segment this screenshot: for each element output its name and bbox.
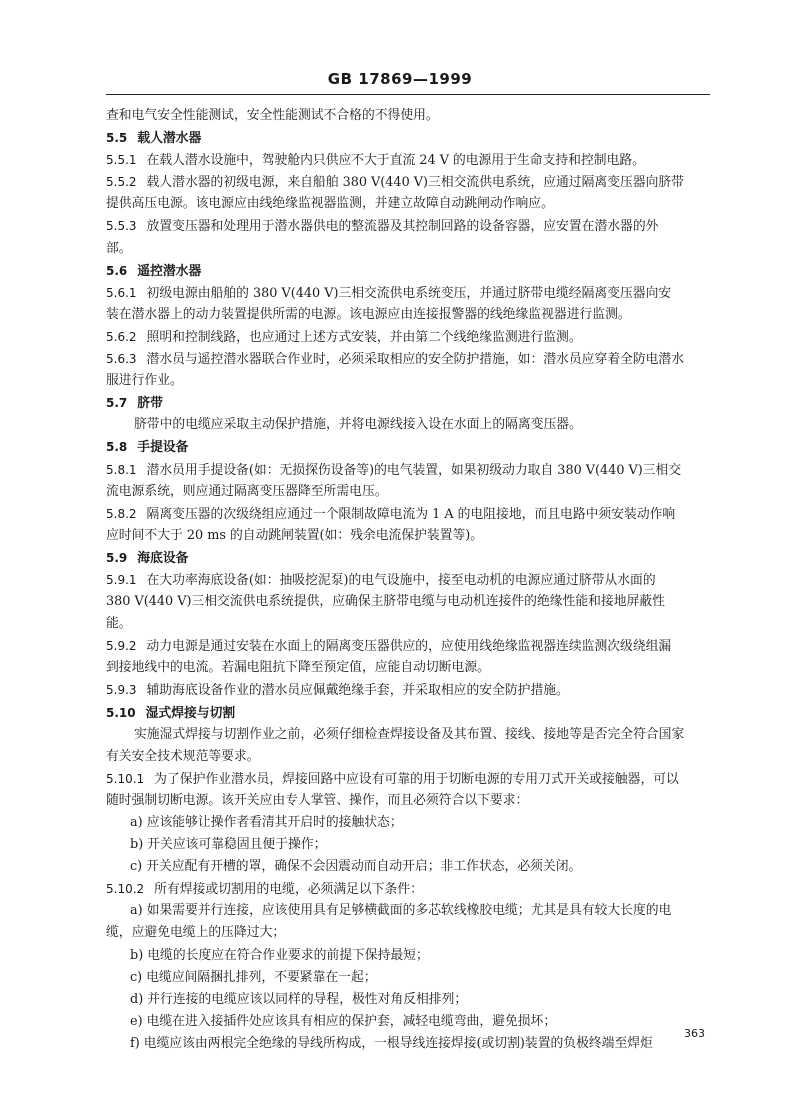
text-line [106, 657, 712, 679]
line-text: 隔离变压器的次级绕组应通过一个限制故障电流为 1 A 的电阻接地，而且电路中须安装动作响 [146, 506, 676, 522]
clause-number: 5.6.1 [106, 285, 137, 300]
line-text: 装在潜水器上的动力装置提供所需的电源。该电源应由连接报警器的线绝缘监视器进行监测。 [106, 306, 631, 322]
clause-number: 5.6.3 [106, 352, 137, 367]
line-text: 到接地线中的电流。若漏电阻抗下降至预定值，应能自动切断电源。 [106, 660, 490, 676]
clause-number: 5.9 [106, 550, 128, 565]
line-text: e) 电缆在进入接插件处应该具有相应的保护套，减轻电缆弯曲，避免损坏； [130, 1013, 557, 1029]
clause-number: 5.8.2 [106, 506, 137, 521]
clause-line [106, 127, 712, 149]
line-text: 380 V(440 V)三相交流供电系统提供，应确保主脐带电缆与电动机连接件的绝缘性能和接地屏蔽性 [106, 594, 665, 610]
line-text: 潜水员用手提设备(如：无损探伤设备等)的电气装置，如果初级动力取自 380 V(440 V)三相交 [146, 462, 682, 478]
text-line [106, 370, 712, 392]
clause-line [106, 436, 712, 458]
line-text: b) 开关应该可靠稳固且便于操作； [130, 837, 327, 853]
clause-line [106, 459, 712, 481]
line-text: 为了保护作业潜水员，焊接回路中应设有可靠的用于切断电源的专用刀式开关或接触器，可以 [154, 771, 679, 787]
line-text: 提供高压电源。该电源应由线绝缘监视器监测，并建立故障自动跳闸动作响应。 [106, 196, 554, 212]
clause-number: 5.9.2 [106, 639, 137, 654]
clause-number: 5.5.1 [106, 153, 137, 168]
text-line [106, 414, 712, 436]
clause-number: 5.5.3 [106, 219, 137, 234]
text-line [106, 1011, 712, 1033]
page-number: 363 [684, 1027, 705, 1040]
text-line [106, 591, 712, 613]
clause-number: 5.6.2 [106, 329, 137, 344]
text-line [106, 746, 712, 768]
clause-number: 5.5.2 [106, 175, 137, 190]
line-text: 所有焊接或切割用的电缆，必须满足以下条件： [154, 882, 423, 898]
text-line [106, 613, 712, 635]
line-text: 手提设备 [137, 440, 189, 456]
clause-line [106, 149, 712, 171]
clause-line [106, 679, 712, 701]
text-line [106, 193, 712, 215]
text-line [106, 724, 712, 746]
clause-number: 5.8 [106, 440, 128, 455]
clause-line [106, 260, 712, 282]
line-text: 实施湿式焊接与切割作业之前，必须仔细检查焊接设备及其布置、接线、接地等是否完全符合国家 [134, 726, 685, 742]
clause-number: 5.5 [106, 131, 128, 146]
clause-line [106, 702, 712, 724]
text-line [106, 922, 712, 944]
line-text: 查和电气安全性能测试，安全性能测试不合格的不得使用。 [106, 108, 439, 123]
clause-line [106, 392, 712, 414]
line-text: 湿式焊接与切割 [145, 705, 236, 721]
text-line [106, 481, 712, 503]
text-line [106, 790, 712, 812]
line-text: 缆，应避免电缆上的压降过大； [106, 925, 286, 941]
text-line [106, 238, 712, 260]
clause-number: 5.9.1 [106, 572, 137, 587]
clause-line [106, 282, 712, 304]
clause-number: 5.10.2 [106, 882, 145, 897]
clause-number: 5.10.1 [106, 771, 145, 786]
line-text: 载人潜水器 [137, 131, 202, 147]
line-text: 能。 [106, 616, 132, 632]
clause-line [106, 326, 712, 348]
clause-number: 5.7 [106, 396, 128, 411]
line-text: 随时强制切断电源。该开关应由专人掌管、操作，而且必须符合以下要求： [106, 792, 529, 808]
line-text: 动力电源是通过安装在水面上的隔离变压器供应的，应使用线绝缘监视器连续监测次级绕组漏 [146, 639, 672, 655]
line-text: 服进行作业。 [106, 373, 183, 389]
line-text: 流电源系统，则应通过隔离变压器降至所需电压。 [106, 483, 388, 499]
line-text: c) 开关应配有开槽的罩，确保不会因震动而自动开启；非工作状态，必须关闭。 [130, 859, 582, 875]
line-text: 载人潜水器的初级电源，来自船舶 380 V(440 V)三相交流供电系统，应通过隔离变压器向脐带 [146, 175, 684, 191]
line-text: 有关安全技术规范等要求。 [106, 748, 260, 764]
text-line [106, 856, 712, 878]
clause-line [106, 569, 712, 591]
line-text: c) 电缆应间隔捆扎排列，不要紧靠在一起； [130, 969, 377, 985]
line-text: 脐带中的电缆应采取主动保护措施，并将电源线接入设在水面上的隔离变压器。 [134, 417, 582, 433]
line-text: 放置变压器和处理用于潜水器供电的整流器及其控制回路的设备容器，应安置在潜水器的外 [146, 219, 659, 235]
document-body [106, 105, 712, 1055]
text-line [106, 525, 712, 547]
text-line [106, 812, 712, 834]
clause-number: 5.9.3 [106, 683, 137, 698]
clause-number: 5.10 [106, 705, 136, 720]
clause-line [106, 171, 712, 193]
standard-header: GB 17869—1999 [327, 70, 473, 88]
line-text: 部。 [106, 240, 132, 256]
text-line [106, 989, 712, 1011]
line-text: 遥控潜水器 [137, 263, 202, 279]
header-rule [106, 94, 710, 95]
clause-line [106, 547, 712, 569]
clause-line [106, 768, 712, 790]
text-line [106, 105, 712, 127]
clause-line [106, 635, 712, 657]
clause-number: 5.8.1 [106, 462, 137, 477]
clause-line [106, 878, 712, 900]
line-text: 照明和控制线路，也应通过上述方式安装，并由第二个线绝缘监测进行监测。 [146, 329, 582, 345]
clause-line [106, 503, 712, 525]
line-text: b) 电缆的长度应在符合作业要求的前提下保持最短； [130, 947, 429, 963]
line-text: 海底设备 [137, 550, 189, 566]
line-text: 在大功率海底设备(如：抽吸挖泥泵)的电气设施中，接至电动机的电源应通过脐带从水面的 [146, 572, 656, 588]
line-text: a) 应该能够让操作者看清其开启时的接触状态； [130, 815, 403, 830]
line-text: 潜水员与遥控潜水器联合作业时，必须采取相应的安全防护措施，如：潜水员应穿着全防电潜水 [146, 352, 685, 368]
clause-line [106, 348, 712, 370]
line-text: 在载人潜水设施中，驾驶舱内只供应不大于直流 24 V 的电源用于生命支持和控制电路。 [146, 153, 645, 169]
text-line [106, 1033, 712, 1055]
line-text: 初级电源由船舶的 380 V(440 V)三相交流供电系统变压，并通过脐带电缆经隔离变压器向安 [146, 285, 672, 301]
text-line [106, 900, 712, 922]
text-line [106, 967, 712, 989]
text-line [106, 945, 712, 967]
text-line [106, 834, 712, 856]
line-text: 辅助海底设备作业的潜水员应佩戴绝缘手套，并采取相应的安全防护措施。 [146, 683, 569, 699]
line-text: f) 电缆应该由两根完全绝缘的导线所构成，一根导线连接焊接(或切割)装置的负极终端至焊炬 [130, 1035, 653, 1051]
clause-number: 5.6 [106, 263, 128, 278]
clause-line [106, 215, 712, 237]
line-text: 脐带 [137, 396, 163, 412]
line-text: a) 如果需要并行连接，应该使用具有足够横截面的多芯软线橡胶电缆；尤其是具有较大长度的电 [130, 903, 672, 919]
line-text: d) 并行连接的电缆应该以同样的导程，极性对角反相排列； [130, 991, 468, 1007]
line-text: 应时间不大于 20 ms 的自动跳闸装置(如：残余电流保护装置等)。 [106, 527, 484, 543]
text-line [106, 304, 712, 326]
